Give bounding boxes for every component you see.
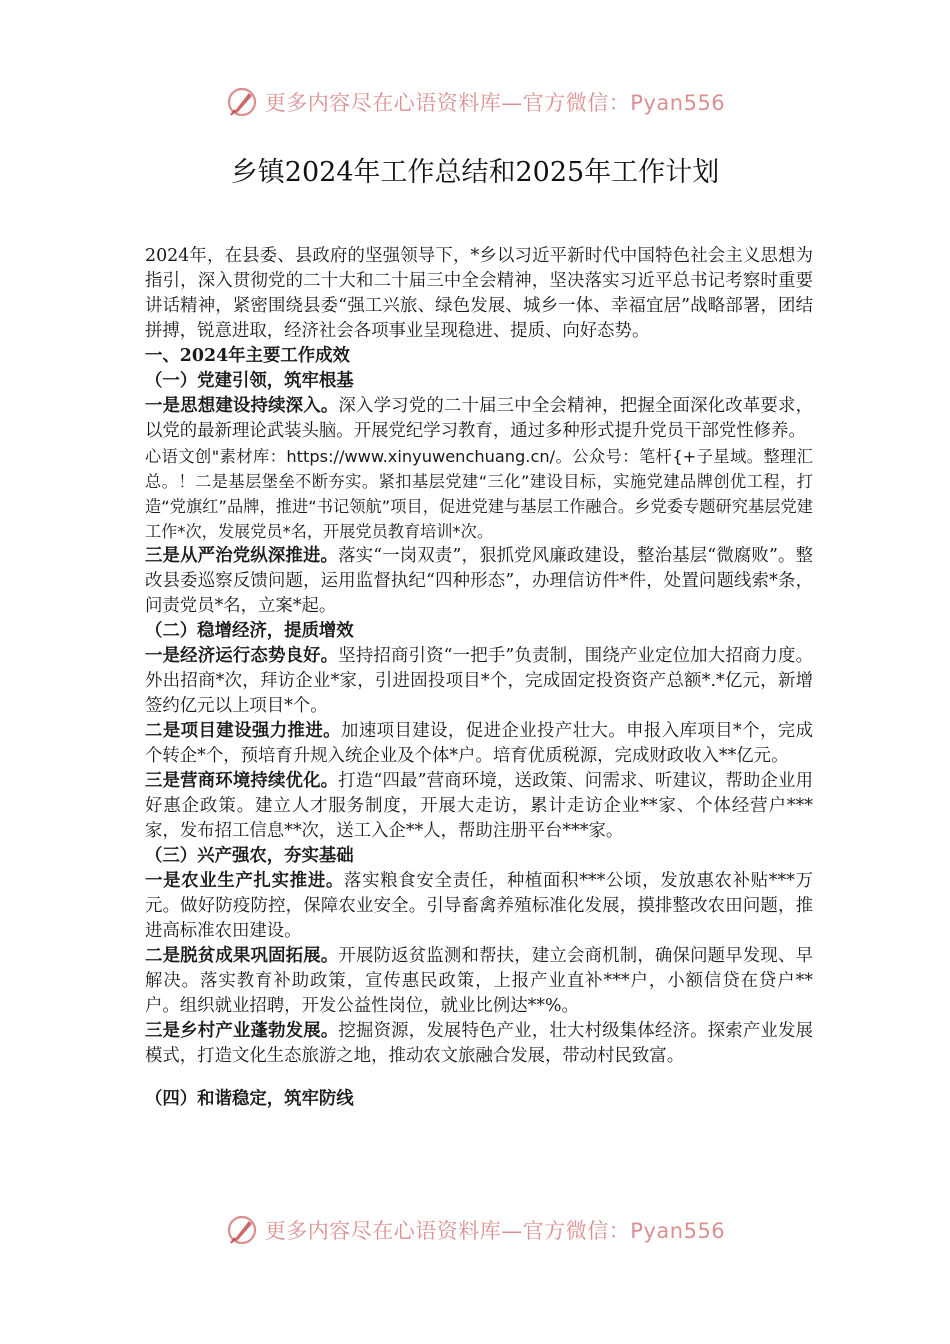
paragraph-body: 开展防返贫监测和帮扶，建立会商机制，确保问题早发现、早解决。落实教育补助政策，宣传惠民政策，上报产业直补***户，小额信贷在贷户**户。组织就业招聘，开发公益性岗位，就业比例达**%。 [145,946,813,1016]
document-body [145,244,813,1112]
paragraph [145,719,813,769]
quill-pen-logo-icon [225,1213,259,1247]
paragraph-lead: 三是营商环境持续优化。 [145,771,339,791]
paragraph [145,544,813,619]
paragraph-body: 深入学习党的二十届三中全会精神，把握全面深化改革要求，以党的最新理论武装头脑。开展党纪学习教育，通过多种形式提升党员干部党性修养。 [145,396,813,441]
section-heading: 一、2024年主要工作成效 [145,346,350,366]
paragraph-body: 落实“一岗双责”，狠抓党风廉政建设，整治基层“微腐败”。整改县委巡察反馈问题，运用监督执纪“四种形态”，办理信访件*件，处置问题线索*条，问责党员*名，立案*起。 [145,546,813,616]
paragraph [145,394,813,444]
paragraph [145,1019,813,1069]
watermark-banner-top [0,82,950,122]
paragraph-lead: 二是项目建设强力推进。 [145,721,342,741]
subsection-heading: （二）稳增经济，提质增效 [145,621,354,641]
paragraph-lead: 一是思想建设持续深入。 [145,396,339,416]
watermark-text: 更多内容尽在心语资料库—官方微信：Pyan556 [264,91,726,115]
paragraph-lead: 一是经济运行态势良好。 [145,646,339,666]
quill-pen-logo-icon [225,85,259,119]
inserted-ad-paragraph: 心语文创"素材库：https://www.xinyuwenchuang.cn/。公众号：笔杆{+子星域。整理汇总。！二是基层堡垒不断夯实。紧扣基层党建“三化”建设目标，实施党建品牌创优工程，打造“党旗红”品牌，推进“书记领航”项目，促进党建与基层工作融合。乡党委专题研究基层党建工作*次，发展党员*名，开展党员教育培训*次。 [145,447,813,541]
page-title: 乡镇2024年工作总结和2025年工作计划 [230,157,720,188]
paragraph-lead: 三是乡村产业蓬勃发展。 [145,1021,339,1041]
subsection-heading: （四）和谐稳定，筑牢防线 [145,1089,354,1109]
paragraph-body: 坚持招商引资“一把手”负责制，围绕产业定位加大招商力度。外出招商*次，拜访企业*家，引进固投项目*个，完成固定投资资产总额*.*亿元，新增签约亿元以上项目*个。 [145,646,813,716]
paragraph-body: 打造“四最”营商环境，送政策、问需求、听建议，帮助企业用好惠企政策。建立人才服务制度，开展大走访，累计走访企业**家、个体经营户***家，发布招工信息**次，送工入企**人，帮助注册平台***家。 [145,771,813,841]
paragraph [145,769,813,844]
paragraph [145,644,813,719]
paragraph [145,869,813,944]
watermark-text: 更多内容尽在心语资料库—官方微信：Pyan556 [264,1219,726,1243]
watermark-banner-bottom [0,1210,950,1250]
paragraph-lead: 三是从严治党纵深推进。 [145,546,339,566]
paragraph-lead: 一是农业生产扎实推进。 [145,871,345,891]
intro-paragraph: 2024年，在县委、县政府的坚强领导下，*乡以习近平新时代中国特色社会主义思想为指引，深入贯彻党的二十大和二十届三中全会精神，坚决落实习近平总书记考察时重要讲话精神，紧密围绕县委“强工兴旅、绿色发展、城乡一体、幸福宜居”战略部署，团结拼搏，锐意进取，经济社会各项事业呈现稳进、提质、向好态势。 [145,246,813,341]
paragraph [145,944,813,1019]
paragraph-body: 挖掘资源，发展特色产业，壮大村级集体经济。探索产业发展模式，打造文化生态旅游之地，推动农文旅融合发展，带动村民致富。 [145,1021,813,1066]
paragraph-body: 落实粮食安全责任，种植面积***公顷，发放惠农补贴***万元。做好防疫防控，保障农业安全。引导畜禽养殖标准化发展，摸排整改农田问题，推进高标准农田建设。 [145,871,813,941]
paragraph-lead: 二是脱贫成果巩固拓展。 [145,946,339,966]
subsection-heading: （三）兴产强农，夯实基础 [145,846,354,866]
subsection-heading: （一）党建引领，筑牢根基 [145,371,354,391]
paragraph-body: 加速项目建设，促进企业投产壮大。申报入库项目*个，完成个转企*个，预培育升规入统企业及个体*户。培育优质税源，完成财政收入**亿元。 [145,721,813,766]
